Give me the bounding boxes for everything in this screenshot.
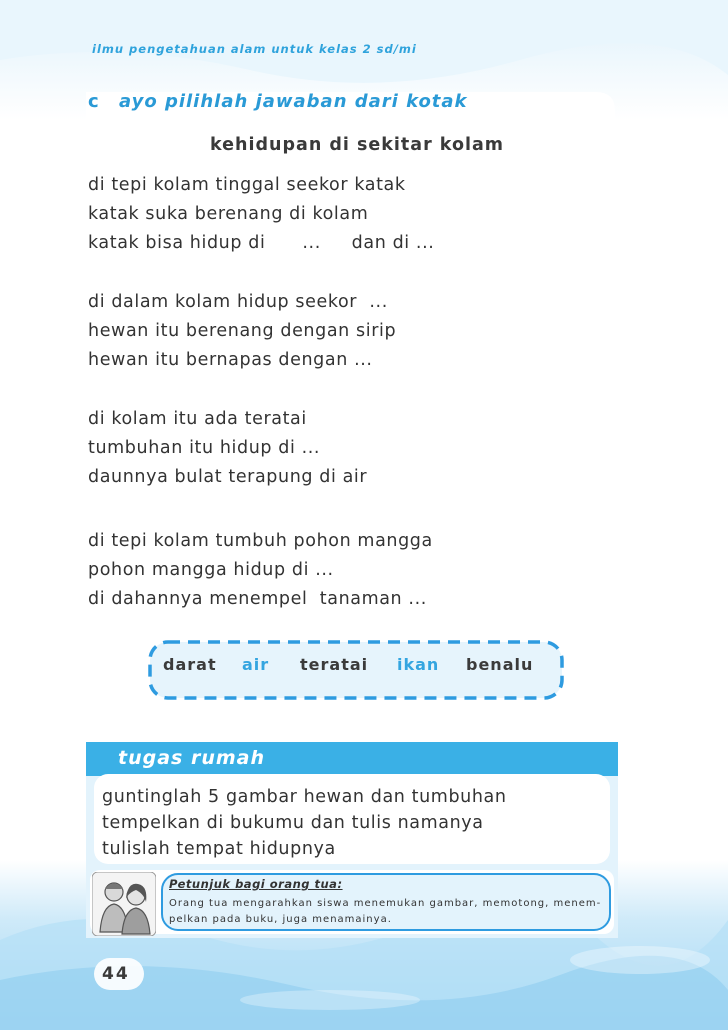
poem-line: di kolam itu ada teratai — [88, 409, 307, 429]
poem-line: katak bisa hidup di ... dan di ... — [88, 233, 435, 253]
poem-line: di tepi kolam tumbuh pohon mangga — [88, 531, 433, 551]
poem-line: di dalam kolam hidup seekor ... — [88, 292, 388, 312]
poem-line: pohon mangga hidup di ... — [88, 560, 334, 580]
homework-line: tempelkan di bukumu dan tulis namanya — [102, 813, 484, 833]
section-title: ayo pilihlah jawaban dari kotak — [119, 91, 468, 112]
section-letter: c — [88, 91, 99, 112]
poem-line: di dahannya menempel tanaman ... — [88, 589, 427, 609]
poem-line: tumbuhan itu hidup di ... — [88, 438, 321, 458]
poem-line: di tepi kolam tinggal seekor katak — [88, 175, 406, 195]
poem-line: katak suka berenang di kolam — [88, 204, 369, 224]
parent-note-line: pelkan pada buku, juga menamainya. — [169, 914, 392, 925]
parents-illustration — [92, 872, 156, 936]
parent-note-line: Orang tua mengarahkan siswa menemukan gambar, memotong, menem- — [169, 898, 602, 909]
poem-line: daunnya bulat terapung di air — [88, 467, 368, 487]
answer-word-ikan: ikan — [397, 655, 440, 674]
answer-word-air: air — [242, 655, 270, 674]
poem-line: hewan itu berenang dengan sirip — [88, 321, 397, 341]
answer-word-darat: darat — [163, 655, 217, 674]
poem-title: kehidupan di sekitar kolam — [210, 135, 505, 155]
homework-line: guntinglah 5 gambar hewan dan tumbuhan — [102, 787, 507, 807]
page-header: ilmu pengetahuan alam untuk kelas 2 sd/mi — [92, 42, 417, 56]
poem-line: hewan itu bernapas dengan ... — [88, 350, 373, 370]
answer-word-benalu: benalu — [466, 655, 534, 674]
homework-line: tulislah tempat hidupnya — [102, 839, 336, 859]
parent-note-title: Petunjuk bagi orang tua: — [169, 877, 343, 891]
page-number: 44 — [102, 964, 130, 984]
answer-word-teratai: teratai — [300, 655, 369, 674]
homework-label: tugas rumah — [118, 747, 265, 769]
